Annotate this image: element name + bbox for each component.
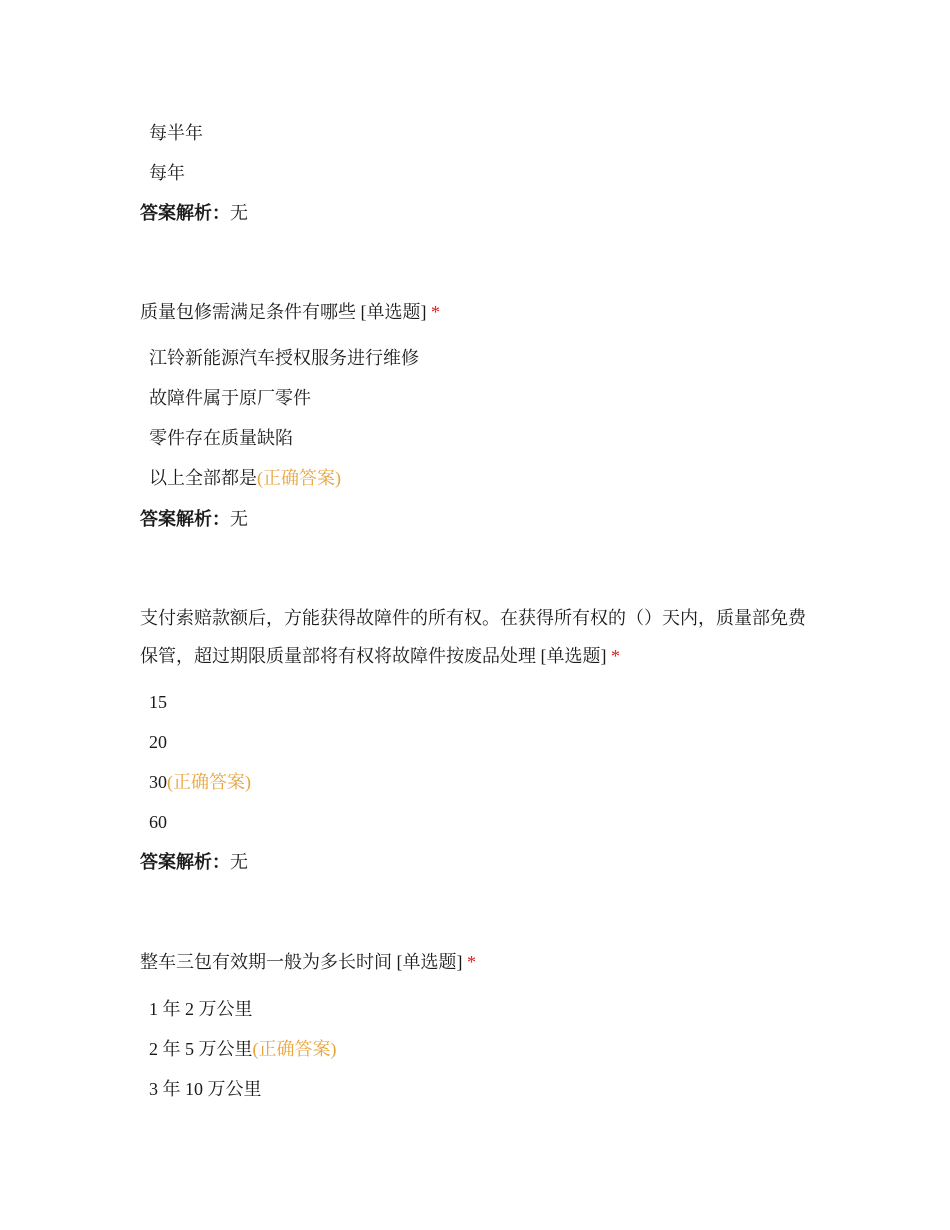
q2-analysis xyxy=(140,851,248,873)
analysis-label: 答案解析： xyxy=(140,203,230,223)
option-text: 60 xyxy=(149,812,167,832)
q2-option-2 xyxy=(149,731,167,753)
analysis-value: 无 xyxy=(230,203,248,223)
q2-option-1 xyxy=(149,691,167,713)
required-star: * xyxy=(431,302,440,322)
question-type-tag: [单选题] xyxy=(396,952,463,972)
q0-analysis xyxy=(140,202,248,224)
option-text: 3 年 10 万公里 xyxy=(149,1079,262,1099)
q1-question xyxy=(140,301,440,323)
required-star: * xyxy=(467,952,476,972)
question-text: 质量包修需满足条件有哪些 xyxy=(140,302,356,322)
option-text: 零件存在质量缺陷 xyxy=(149,428,293,448)
q0-option-1 xyxy=(149,122,203,144)
required-star: * xyxy=(611,646,620,666)
option-text: 15 xyxy=(149,692,167,712)
question-text: 整车三包有效期一般为多长时间 xyxy=(140,952,392,972)
q2-option-4 xyxy=(149,811,167,833)
q3-option-1 xyxy=(149,998,253,1020)
q3-option-3 xyxy=(149,1078,262,1100)
option-text: 以上全部都是 xyxy=(149,468,257,488)
option-text: 故障件属于原厂零件 xyxy=(149,388,311,408)
q1-option-4 xyxy=(149,467,341,489)
q1-option-1 xyxy=(149,347,419,369)
q0-option-2 xyxy=(149,162,185,184)
correct-answer-mark: (正确答案) xyxy=(252,1039,337,1059)
q1-analysis xyxy=(140,508,248,530)
question-text: 支付索赔款额后，方能获得故障件的所有权。在获得所有权的（）天内，质量部免费保管，超过期限质量部将有权将故障件按废品处理 xyxy=(140,608,806,666)
correct-answer-mark: (正确答案) xyxy=(167,772,251,792)
question-type-tag: [单选题] xyxy=(540,646,607,666)
option-text: 江铃新能源汽车授权服务进行维修 xyxy=(149,348,419,368)
option-text: 每年 xyxy=(149,163,185,183)
question-type-tag: [单选题] xyxy=(360,302,427,322)
q2-question xyxy=(140,599,820,675)
option-text: 30 xyxy=(149,772,167,792)
correct-answer-mark: (正确答案) xyxy=(257,468,341,488)
q1-option-3 xyxy=(149,427,293,449)
analysis-value: 无 xyxy=(230,852,248,872)
q3-question xyxy=(140,951,476,973)
analysis-value: 无 xyxy=(230,509,248,529)
option-text: 20 xyxy=(149,732,167,752)
option-text: 2 年 5 万公里 xyxy=(149,1039,253,1059)
analysis-label: 答案解析： xyxy=(140,509,230,529)
q3-option-2 xyxy=(149,1038,337,1060)
analysis-label: 答案解析： xyxy=(140,852,230,872)
q2-option-3 xyxy=(149,771,251,793)
q1-option-2 xyxy=(149,387,311,409)
option-text: 每半年 xyxy=(149,123,203,143)
option-text: 1 年 2 万公里 xyxy=(149,999,253,1019)
